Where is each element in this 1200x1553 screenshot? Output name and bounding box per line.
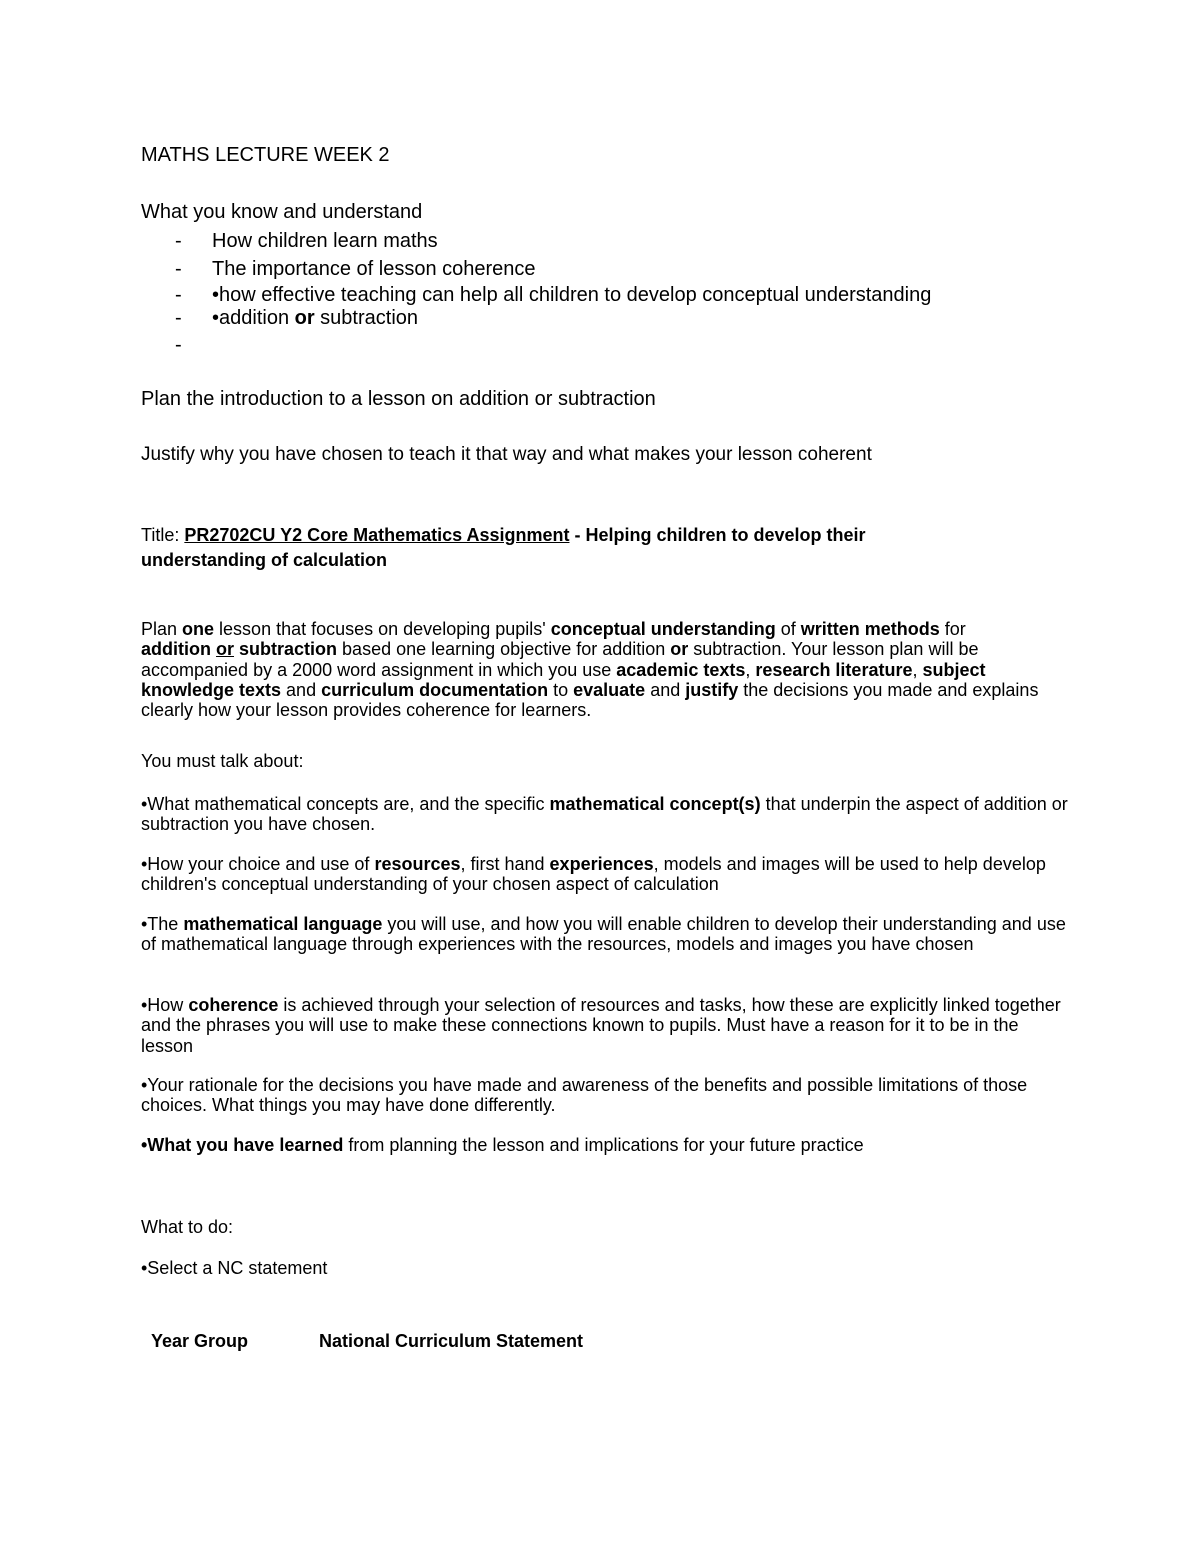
bullet-learned: •What you have learned from planning the lesson and implications for your future practice — [141, 1135, 864, 1155]
column-header-year-group: Year Group — [151, 1331, 249, 1351]
bullet-rationale: •Your rationale for the decisions you have made and awareness of the benefits and possible limitations of those choices. What things you may have done differently. — [141, 1075, 1028, 1116]
bullet-concepts: •What mathematical concepts are, and the specific mathematical concept(s) that underpin the aspect of addition or subtraction you have chosen. — [141, 794, 1068, 835]
bullet-coherence: •How coherence is achieved through your selection of resources and tasks, how these are explicitly linked together and the phrases you will use to make these connections known to pupils. Must have a reason for it to be in the lesson — [141, 995, 1061, 1056]
list-dash: - — [175, 334, 182, 356]
assignment-title-cont: understanding of calculation — [141, 550, 388, 570]
list-item: The importance of lesson coherence — [212, 258, 536, 280]
bullet-language: •The mathematical language you will use, and how you will enable children to develop their understanding and use of mathematical language through experiences with the resources, models and images you have chosen — [141, 914, 1066, 955]
list-dash: - — [175, 284, 182, 306]
list-dash: - — [175, 230, 182, 252]
plan-paragraph: Plan one lesson that focuses on developing pupils' conceptual understanding of written methods for addition or subtraction based one learning objective for addition or subtraction. Your lesson plan will be accompanied by a 2000 word assignment in which you use academic texts, research literature, subject knowledge texts and curriculum documentation to evaluate and justify the decisions you made and explains clearly how your lesson provides coherence for learners. — [141, 619, 1039, 721]
list-dash: - — [175, 258, 182, 280]
justify-text: Justify why you have chosen to teach it that way and what makes your lesson coherent — [141, 444, 872, 465]
select-nc-statement: •Select a NC statement — [141, 1258, 328, 1278]
bullet-resources: •How your choice and use of resources, first hand experiences, models and images will be used to help develop children's conceptual understanding of your chosen aspect of calculation — [141, 854, 1046, 895]
plan-intro: Plan the introduction to a lesson on addition or subtraction — [141, 388, 656, 410]
must-talk-heading: You must talk about: — [141, 751, 304, 771]
assignment-title: Title: PR2702CU Y2 Core Mathematics Assignment - Helping children to develop their — [141, 525, 866, 545]
know-heading: What you know and understand — [141, 201, 423, 223]
list-item: How children learn maths — [212, 230, 438, 252]
list-item: •how effective teaching can help all children to develop conceptual understanding — [212, 284, 932, 306]
list-item: •addition or subtraction — [212, 307, 419, 329]
list-dash: - — [175, 307, 182, 329]
page-heading: MATHS LECTURE WEEK 2 — [141, 144, 390, 166]
what-to-do-heading: What to do: — [141, 1217, 234, 1237]
column-header-nc-statement: National Curriculum Statement — [319, 1331, 584, 1351]
